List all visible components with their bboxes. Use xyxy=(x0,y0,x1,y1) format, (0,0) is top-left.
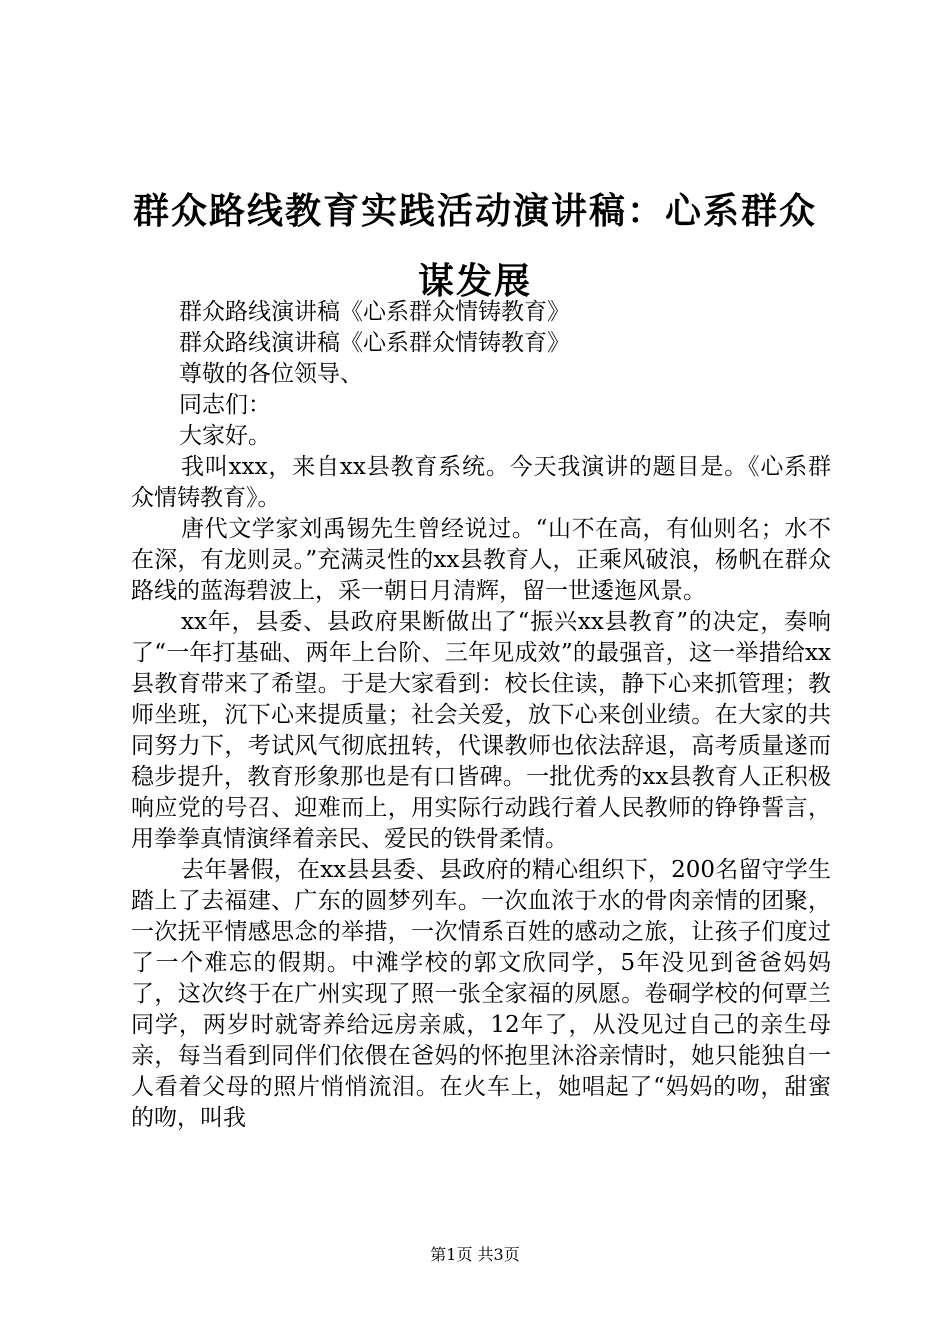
subtitle-line: 群众路线演讲稿《心系群众情铸教育》 xyxy=(179,299,570,325)
document-title: 群众路线教育实践活动演讲稿：心系群众谋发展 xyxy=(132,190,817,302)
body-paragraph: 我叫xxx，来自xx县教育系统。今天我演讲的题目是。《心系群众情铸教育》。 xyxy=(131,454,831,511)
body-paragraph: 唐代文学家刘禹锡先生曾经说过。“山不在高，有仙则名；水不在深，有龙则灵。”充满灵性的xx县教育人，正乘风破浪，杨帆在群众路线的蓝海碧波上，采一朝日月清辉，留一世逶迤风景。 xyxy=(131,516,831,604)
document-body xyxy=(131,297,831,1134)
body-paragraph: 去年暑假，在xx县县委、县政府的精心组织下，200名留守学生踏上了去福建、广东的圆梦列车。一次血浓于水的骨肉亲情的团聚，一次抚平情感思念的举措，一次情系百姓的感动之旅，让孩子们度过了一个难忘的假期。中滩学校的郭文欣同学，5年没见到爸爸妈妈了，这次终于在广州实现了照一张全家福的夙愿。卷硐学校的何覃兰同学，两岁时就寄养给远房亲戚，12年了，从没见过自己的亲生母亲，每当看到同伴们依偎在爸妈的怀抱里沐浴亲情时，她只能独自一人看着父母的照片悄悄流泪。在火车上，她唱起了“妈妈的吻，甜蜜的吻，叫我 xyxy=(131,857,831,1131)
subtitle-line: 群众路线演讲稿《心系群众情铸教育》 xyxy=(179,330,570,356)
body-paragraph: xx年，县委、县政府果断做出了“振兴xx县教育”的决定，奏响了“一年打基础、两年上台阶、三年见成效”的最强音，这一举措给xx县教育带来了希望。于是大家看到：校长住读，静下心来抓管理；教师坐班，沉下心来提质量；社会关爱，放下心来创业绩。在大家的共同努力下，考试风气彻底扭转，代课教师也依法辞退，高考质量遂而稳步提升，教育形象那也是有口皆碑。一批优秀的xx县教育人正积极响应党的号召、迎难而上，用实际行动践行着人民教师的铮铮誓言，用拳拳真情演绎着亲民、爱民的铁骨柔情。 xyxy=(131,609,831,852)
page-number: 第1页 共3页 xyxy=(430,1245,520,1264)
salutation-line: 尊敬的各位领导、 xyxy=(179,361,363,387)
greeting-line: 大家好。 xyxy=(179,423,271,449)
salutation-line: 同志们： xyxy=(179,392,271,418)
